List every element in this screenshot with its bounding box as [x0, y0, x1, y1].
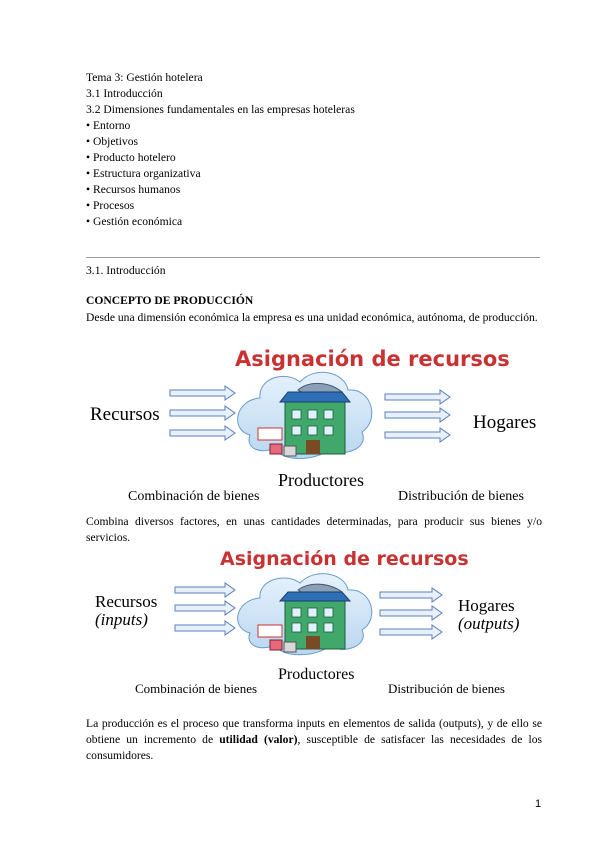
output-arrows — [380, 588, 442, 639]
output-arrows — [385, 390, 450, 442]
toc-item: • Producto hotelero — [86, 151, 176, 164]
input-arrows — [175, 583, 235, 635]
diagram-title: Asignación de recursos — [220, 548, 469, 570]
diagram-title: Asignación de recursos — [235, 347, 510, 371]
producers-label: Productores — [278, 470, 364, 490]
households-label: Hogares — [458, 596, 515, 615]
toc-item: • Estructura organizativa — [86, 167, 201, 180]
resources-label: Recursos — [95, 592, 158, 611]
paragraph-2: Combina diversos factores, en unas cantidades determinadas, para producir sus bienes y/o servicios. — [86, 515, 542, 544]
outputs-label: (outputs) — [458, 614, 520, 633]
producers-building-icon — [238, 372, 372, 458]
households-label: Hogares — [473, 412, 537, 433]
section-title: 3.1. Introducción — [86, 264, 166, 277]
toc-item: • Objetivos — [86, 135, 139, 148]
toc-item: • Gestión económica — [86, 215, 183, 228]
toc-item: 3.1 Introducción — [86, 87, 163, 100]
diagram-1 — [80, 340, 550, 505]
combination-label: Combinación de bienes — [128, 489, 260, 504]
distribution-label: Distribución de bienes — [398, 489, 524, 504]
producers-label: Productores — [278, 666, 355, 683]
paragraph-3: La producción es el proceso que transforma inputs en elementos de salida (outputs), y de ello se obtiene un incremento de utilidad (valor), susceptible de satisfacer las necesidades de los consumidores. — [86, 717, 543, 762]
section-heading: CONCEPTO DE PRODUCCIÓN — [86, 294, 254, 307]
toc-item: 3.2 Dimensiones fundamentales en las empresas hoteleras — [86, 103, 355, 116]
toc-item: • Procesos — [86, 199, 135, 212]
inputs-label: (inputs) — [95, 610, 148, 629]
utility-emphasis: utilidad (valor) — [219, 733, 298, 746]
horizontal-divider — [86, 257, 540, 258]
toc-title: Tema 3: Gestión hotelera — [86, 71, 203, 84]
diagram-2 — [80, 545, 550, 700]
page-number: 1 — [535, 798, 542, 810]
paragraph-1: Desde una dimensión económica la empresa es una unidad económica, autónoma, de producción. — [86, 311, 538, 324]
toc-item: • Entorno — [86, 119, 131, 132]
resources-label: Recursos — [90, 404, 160, 425]
distribution-label: Distribución de bienes — [388, 681, 505, 696]
combination-label: Combinación de bienes — [135, 681, 258, 696]
toc-item: • Recursos humanos — [86, 183, 181, 196]
producers-building-icon — [238, 574, 372, 655]
input-arrows — [170, 386, 235, 440]
